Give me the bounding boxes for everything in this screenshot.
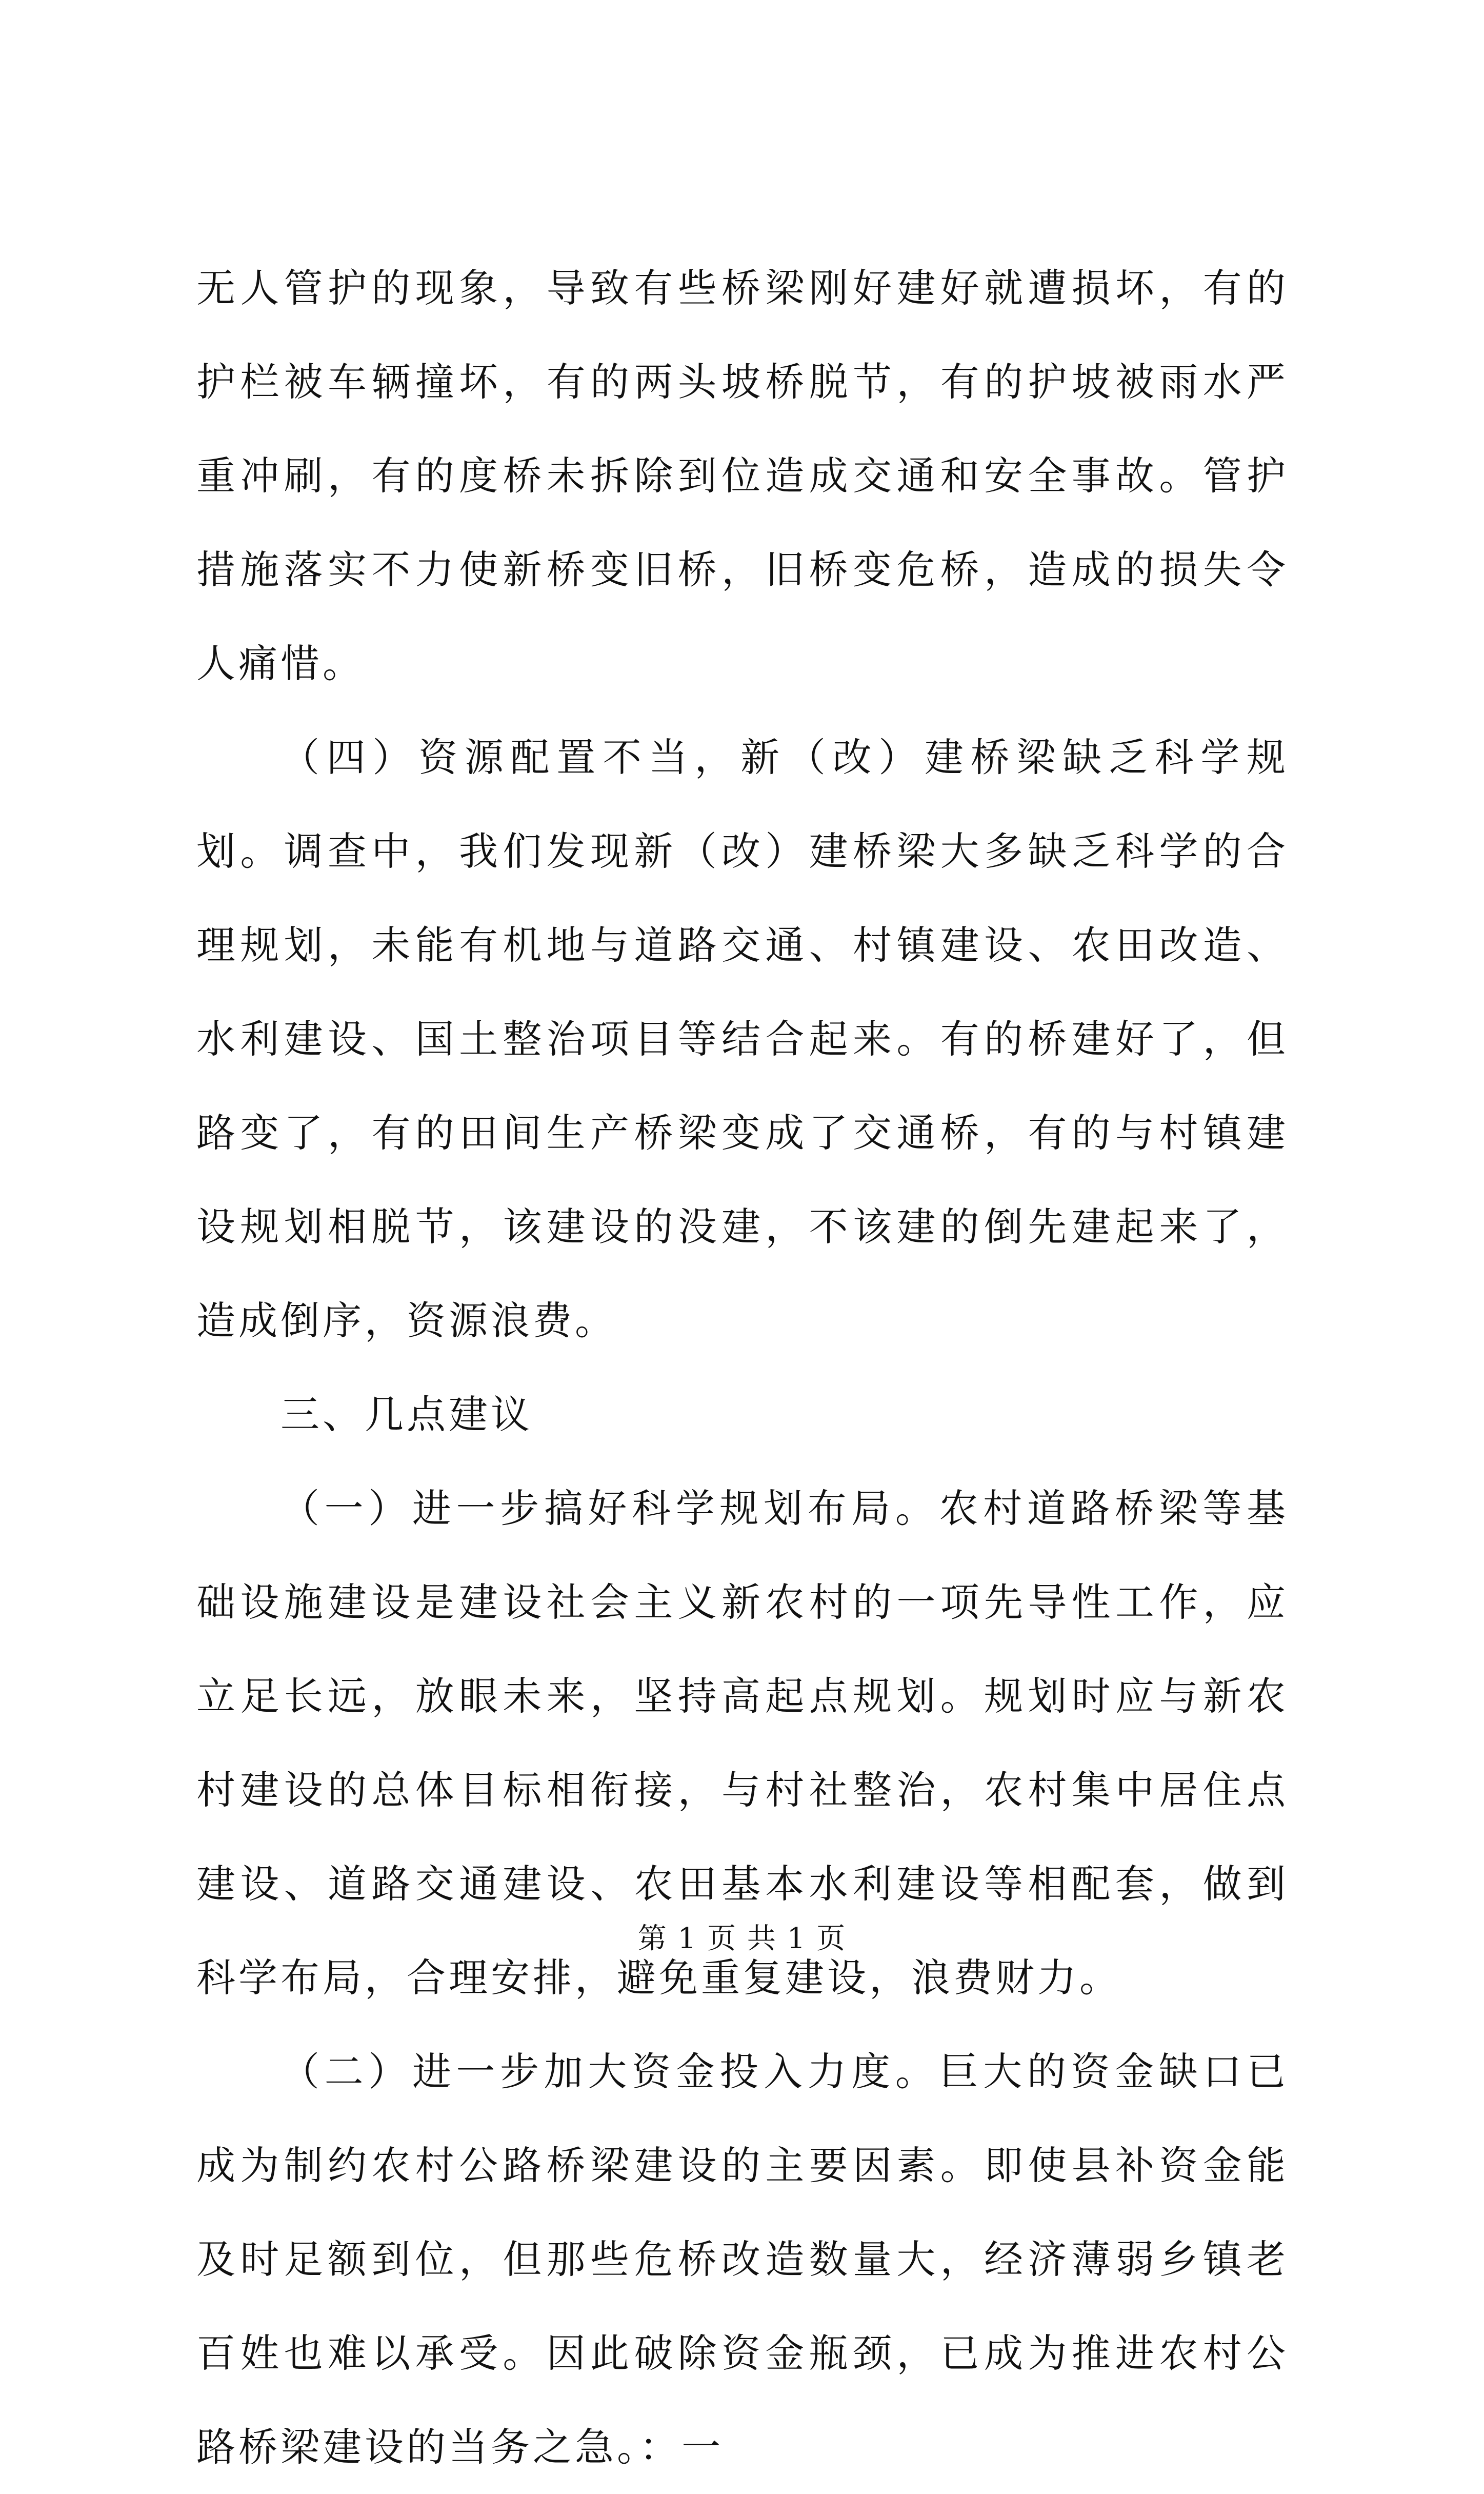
- paragraph-section-four: （四）资源配置不当，新（改）建桥梁缺乏科学规划。调查中，我们发现新（改）建桥梁大多缺乏科学的合理规划，未能有机地与道路交通、村镇建设、农田改造、水利建设、国土整治项目等结合起来。有的桥建好了，但路变了，有的田间生产桥梁变成了交通桥，有的与村镇建设规划相脱节，该建设的没建，不该建的倒先建起来了，造成倒序，资源浪费。: [196, 735, 1289, 1343]
- paragraph-continuation: 无人管护的现象，导致有些桥梁刚好建好就遭损坏，有的护栏被车辆撞坏，有的两头坡桥脱节，有的护坡被雨水严重冲刷，有的度桥未拆除到位造成交通和安全事故。管护措施落实不力使新桥变旧桥，旧桥变危桥，造成的损失令人痛惜。: [196, 265, 1289, 686]
- section-heading-suggestions: 三、几点建议: [280, 1392, 533, 1437]
- paragraph-suggestion-one: （一）进一步搞好科学规划布局。农村道路桥梁等基础设施建设是建设社会主义新农村的一项先导性工作，应立足长远，放眼未来，坚持高起点规划。规划时应与新农村建设的总体目标相衔接，与村社整治，农村集中居住点建设、道路交通建设、农田基本水利建设等相配套，做到科学布局，合理安排，避免重复建设，浪费财力。: [196, 1486, 1289, 2001]
- page-footer: 第 1 页 共 1 页: [637, 1922, 847, 1955]
- document-body: [196, 241, 1289, 2494]
- paragraph-suggestion-two: （二）进一步加大资金投入力度。巨大的资金缺口已成为制约农村公路桥梁建设的主要因素。即使县补资金能及时足额到位，但那些危桥改造数量大，经济薄弱乡镇老百姓也难以承受。因此破除资金瓶颈，已成为推进农村公路桥梁建设的当务之急。：一: [196, 2049, 1289, 2470]
